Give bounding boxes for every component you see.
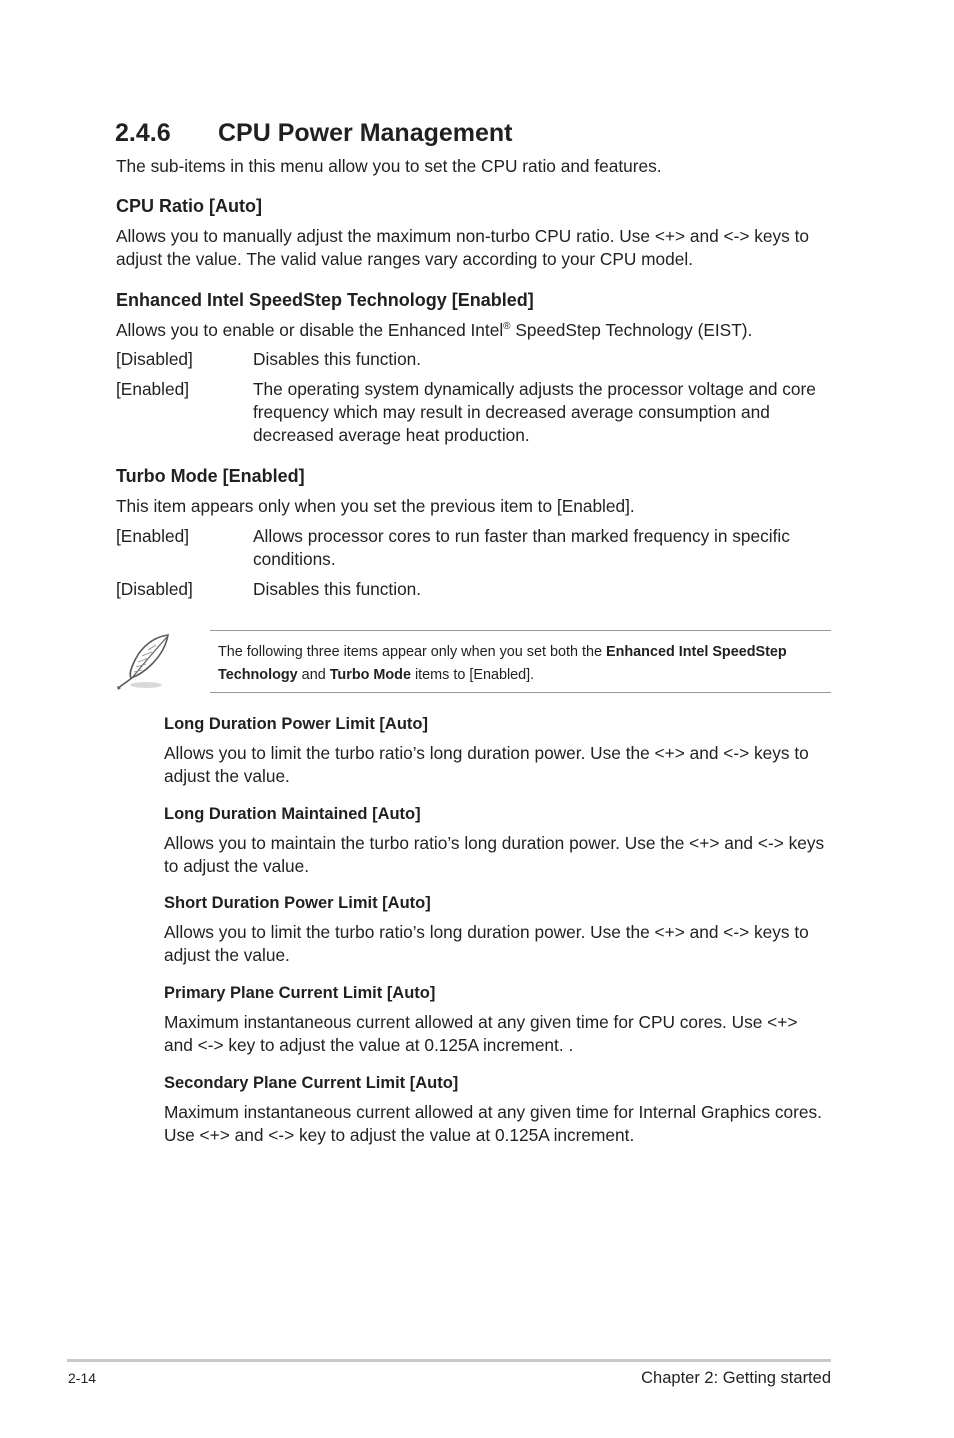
eist-description-text-end: SpeedStep Technology (EIST). <box>510 320 753 340</box>
turbo-mode-description: This item appears only when you set the previous item to [Enabled]. <box>116 496 635 516</box>
long-duration-power-limit-description: Allows you to limit the turbo ratio’s long duration power. Use the <+> and <-> keys to adjust the value. <box>164 743 809 786</box>
cpu-ratio-heading: CPU Ratio [Auto] <box>116 196 262 216</box>
option-key: [Enabled] <box>116 526 190 546</box>
option-key: [Disabled] <box>116 579 193 599</box>
option-value: Disables this function. <box>253 349 422 369</box>
section-intro: The sub-items in this menu allow you to set the CPU ratio and features. <box>116 156 662 176</box>
eist-description-text: Allows you to enable or disable the Enhanced Intel <box>116 320 504 340</box>
section-title: CPU Power Management <box>218 119 513 147</box>
option-value: Disables this function. <box>253 579 422 599</box>
registered-mark: ® <box>503 321 511 333</box>
short-duration-power-limit-description: Allows you to limit the turbo ratio’s long duration power. Use the <+> and <-> keys to adjust the value. <box>164 922 809 965</box>
option-value: The operating system dynamically adjusts the processor voltage and core frequency which may result in decreased average consumption and decreased average heat production. <box>253 379 816 445</box>
note-bold-term: Turbo Mode <box>329 667 411 683</box>
note-text-part: and <box>297 667 330 683</box>
note-text-part: The following three items appear only when you set both the <box>218 644 606 660</box>
long-duration-maintained-heading: Long Duration Maintained [Auto] <box>164 805 421 823</box>
option-key: [Enabled] <box>116 379 190 399</box>
secondary-plane-current-limit-description: Maximum instantaneous current allowed at any given time for Internal Graphics cores. Use <+> and <-> key to adjust the value at 0.125A increment. <box>164 1102 822 1145</box>
note-bold-term: Enhanced Intel SpeedStep Technology <box>218 644 787 683</box>
option-key: [Disabled] <box>116 349 193 369</box>
eist-heading: Enhanced Intel SpeedStep Technology [Enabled] <box>116 290 534 310</box>
short-duration-power-limit-heading: Short Duration Power Limit [Auto] <box>164 894 431 912</box>
section-number: 2.4.6 <box>115 119 171 147</box>
section-heading <box>115 118 513 148</box>
long-duration-maintained-description: Allows you to maintain the turbo ratio’s long duration power. Use the <+> and <-> keys to adjust the value. <box>164 833 825 876</box>
primary-plane-current-limit-description: Maximum instantaneous current allowed at any given time for CPU cores. Use <+> and <-> key to adjust the value at 0.125A increment. . <box>164 1012 798 1055</box>
footer-divider <box>67 1359 831 1362</box>
chapter-label: Chapter 2: Getting started <box>641 1369 831 1387</box>
cpu-ratio-description: Allows you to manually adjust the maximum non-turbo CPU ratio. Use <+> and <-> keys to adjust the value. The valid value ranges vary according to your CPU model. <box>116 226 810 269</box>
page-number: 2-14 <box>68 1370 97 1386</box>
secondary-plane-current-limit-heading: Secondary Plane Current Limit [Auto] <box>164 1074 459 1092</box>
primary-plane-current-limit-heading: Primary Plane Current Limit [Auto] <box>164 984 436 1002</box>
option-value: Allows processor cores to run faster than marked frequency in specific conditions. <box>253 526 790 569</box>
note-box <box>210 630 831 693</box>
eist-description <box>116 319 831 342</box>
turbo-mode-heading: Turbo Mode [Enabled] <box>116 466 305 486</box>
quill-pen-icon <box>112 630 174 692</box>
note-text-part: items to [Enabled]. <box>410 667 535 683</box>
note-text <box>218 641 824 687</box>
long-duration-power-limit-heading: Long Duration Power Limit [Auto] <box>164 715 428 733</box>
